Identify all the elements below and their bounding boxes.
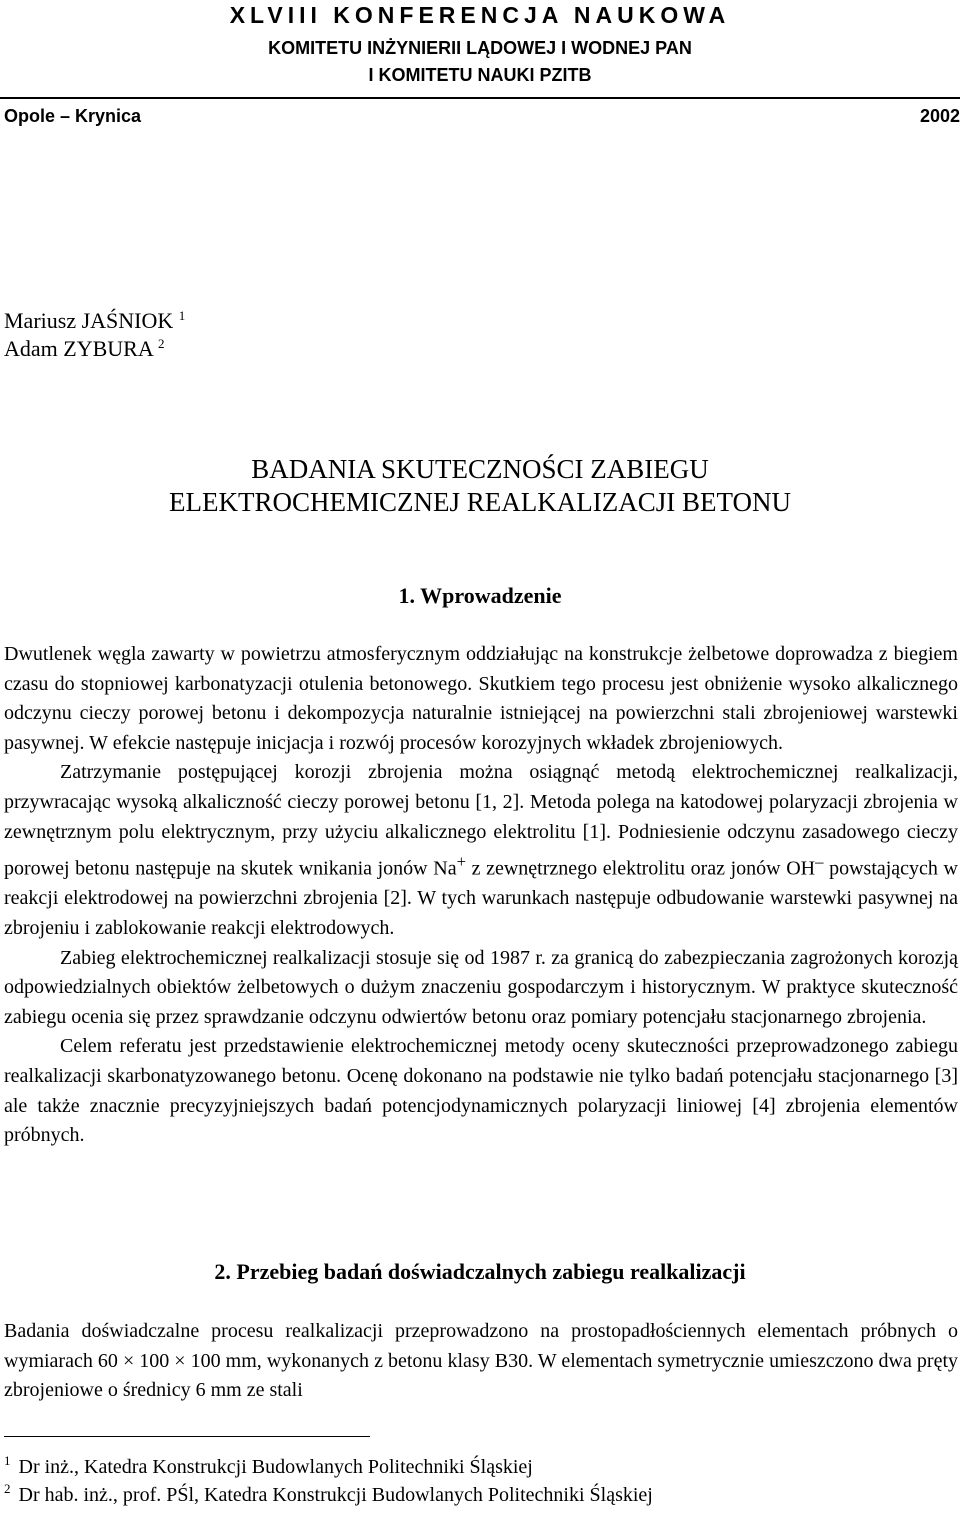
paragraph: Dwutlenek węgla zawarty w powietrzu atmosferycznym oddziałując na konstrukcje żelbetowe doprowadza z biegiem czasu do stopniowej karbonatyzacji otulenia betonowego. Skutkiem tego procesu jest obniżenie wysoko alkalicznego odczynu cieczy porowej betonu i dekompozycja naturalnie istniejącej na powierzchni stali zbrojeniowej warstewki pasywnej. W efekcie następuje inicjacja i rozwój procesów korozyjnych wkładek zbrojeniowych. (4, 643, 958, 754)
conference-title: XLVIII KONFERENCJA NAUKOWA (229, 2, 731, 28)
footnote-text: Dr hab. inż., prof. PŚl, Katedra Konstrukcji Budowlanych Politechniki Śląskiej (18, 1484, 653, 1506)
footnote-mark: 2 (4, 1481, 11, 1496)
author-footnote-mark: 2 (158, 336, 165, 351)
paragraph-text: powstających w reakcji elektrodowej na powierzchni zbrojenia [2]. W tych warunkach następuje odbudowanie warstewki pasywnej na zbrojeniu i zablokowanie reakcji elektrodowych. (4, 857, 959, 939)
paragraph-text: z zewnętrznego elektrolitu oraz jonów OH (465, 857, 816, 880)
paragraph: Celem referatu jest przedstawienie elektrochemicznej metody oceny skuteczności przeprowadzonego zabiegu realkalizacji skarbonatyzowanego betonu. Ocenę dokonano na podstawie nie tylko badań potencjału stacjonarnego [3] ale także znacznie precyzyjniejszych badań potencjodynamicznych polaryzacji liniowej [4] zbrojenia elementów próbnych. (4, 1035, 958, 1147)
conference-year: 2002 (919, 106, 960, 126)
superscript: + (456, 852, 466, 872)
paragraph: Zabieg elektrochemicznej realkalizacji stosuje się od 1987 r. za granicą do zabezpieczania zagrożonych korozją odpowiedzialnych obiektów żelbetowych o dużym znaczeniu gospodarczym i historycznym. W praktyce skuteczność zabiegu ocenia się przez sprawdzanie odczynu odwiertów betonu oraz pomiary potencjału stacjonarnego zbrojenia. (4, 946, 958, 1028)
section-1-body (4, 640, 958, 1151)
author-1 (4, 308, 185, 334)
paragraph-text: Zatrzymanie postępującej korozji zbrojenia można osiągnąć metodą elektrochemicznej realkalizacji, przywracając wysoką alkaliczność cieczy porowej betonu [1, 2]. Metoda polega na katodowej polaryzacji zbrojenia w zewnętrznym polu elektrycznym, przy użyciu alkalicznego elektrolitu [1]. Podniesienie odczynu zasadowego cieczy porowej betonu następuje na skutek wnikania jonów Na (4, 761, 958, 880)
paper-title-line-2: ELEKTROCHEMICZNEJ REALKALIZACJI BETONU (169, 487, 791, 517)
footnote-mark: 1 (4, 1453, 11, 1468)
committee-line-2: I KOMITETU NAUKI PZITB (368, 65, 592, 85)
author-footnote-mark: 1 (178, 308, 186, 323)
section-1-heading: 1. Wprowadzenie (398, 583, 562, 608)
author-2 (4, 336, 165, 362)
committee-line-1: KOMITETU INŻYNIERII LĄDOWEJ I WODNEJ PAN (268, 38, 692, 58)
paragraph (4, 758, 958, 943)
paper-title-line-1: BADANIA SKUTECZNOŚCI ZABIEGU (251, 454, 709, 484)
section-2-heading: 2. Przebieg badań doświadczalnych zabiegu realkalizacji (214, 1259, 746, 1284)
superscript: – (815, 852, 824, 872)
section-2-body (4, 1317, 958, 1406)
conference-place: Opole – Krynica (4, 106, 142, 126)
footnote-1 (4, 1453, 533, 1479)
author-name: Adam ZYBURA (4, 336, 153, 361)
header-rule (0, 97, 960, 99)
footnote-rule (4, 1436, 370, 1437)
author-name: Mariusz JAŚNIOK (4, 308, 174, 333)
paragraph: Badania doświadczalne procesu realkalizacji przeprowadzono na prostopadłościennych elementach próbnych o wymiarach 60 × 100 × 100 mm, wykonanych z betonu klasy B30. W elementach symetrycznie umieszczono dwa pręty zbrojeniowe o średnicy 6 mm ze stali (4, 1320, 958, 1402)
footnote-text: Dr inż., Katedra Konstrukcji Budowlanych Politechniki Śląskiej (18, 1456, 533, 1478)
footnote-2 (4, 1481, 653, 1507)
